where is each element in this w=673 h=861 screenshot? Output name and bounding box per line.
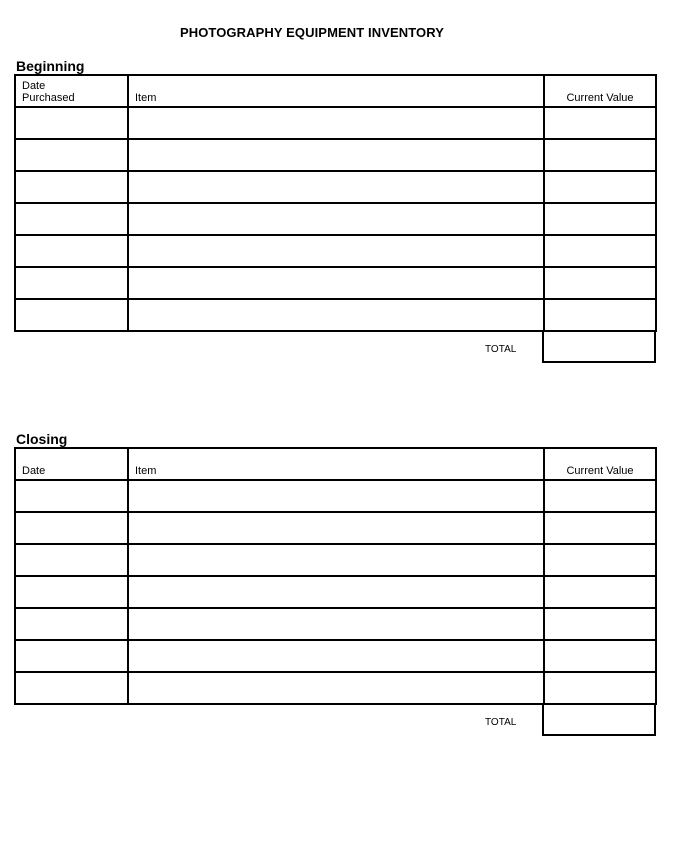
section-title-closing: Closing <box>16 431 68 447</box>
beginning-inventory-table <box>14 74 657 332</box>
date-cell[interactable] <box>15 480 128 512</box>
header-item-cell <box>128 448 544 480</box>
date-cell[interactable] <box>15 267 128 299</box>
header-item-label: Item <box>135 465 157 477</box>
item-cell[interactable] <box>128 267 544 299</box>
date-cell[interactable] <box>15 672 128 704</box>
header-date-cell <box>15 448 128 480</box>
item-cell[interactable] <box>128 640 544 672</box>
item-cell[interactable] <box>128 235 544 267</box>
header-date-cell <box>15 75 128 107</box>
date-cell[interactable] <box>15 512 128 544</box>
table-row <box>15 267 656 299</box>
section-title-beginning: Beginning <box>16 58 85 74</box>
item-cell[interactable] <box>128 203 544 235</box>
total-value-box-closing[interactable] <box>542 704 656 736</box>
table-header-row <box>15 448 656 480</box>
value-cell[interactable] <box>544 235 656 267</box>
date-cell[interactable] <box>15 139 128 171</box>
header-date-label: Date Purchased <box>22 80 75 104</box>
table-row <box>15 235 656 267</box>
total-label-beginning: TOTAL <box>485 344 517 355</box>
date-cell[interactable] <box>15 171 128 203</box>
value-cell[interactable] <box>544 608 656 640</box>
value-cell[interactable] <box>544 672 656 704</box>
date-cell[interactable] <box>15 608 128 640</box>
date-cell[interactable] <box>15 235 128 267</box>
header-value-label: Current Value <box>566 92 634 104</box>
table-row <box>15 107 656 139</box>
value-cell[interactable] <box>544 480 656 512</box>
table-row <box>15 480 656 512</box>
item-cell[interactable] <box>128 171 544 203</box>
table-row <box>15 512 656 544</box>
table-row <box>15 544 656 576</box>
item-cell[interactable] <box>128 139 544 171</box>
value-cell[interactable] <box>544 171 656 203</box>
header-item-cell <box>128 75 544 107</box>
table-row <box>15 171 656 203</box>
total-label-closing: TOTAL <box>485 717 517 728</box>
item-cell[interactable] <box>128 107 544 139</box>
item-cell[interactable] <box>128 576 544 608</box>
date-cell[interactable] <box>15 576 128 608</box>
table-row <box>15 203 656 235</box>
item-cell[interactable] <box>128 480 544 512</box>
item-cell[interactable] <box>128 608 544 640</box>
date-cell[interactable] <box>15 640 128 672</box>
item-cell[interactable] <box>128 672 544 704</box>
header-value-label: Current Value <box>566 465 634 477</box>
total-value-box-beginning[interactable] <box>542 331 656 363</box>
item-cell[interactable] <box>128 544 544 576</box>
table-row <box>15 672 656 704</box>
header-value-cell <box>544 75 656 107</box>
header-item-label: Item <box>135 92 157 104</box>
table-header-row <box>15 75 656 107</box>
table-row <box>15 299 656 331</box>
page-title: PHOTOGRAPHY EQUIPMENT INVENTORY <box>179 25 445 40</box>
closing-inventory-table <box>14 447 657 705</box>
value-cell[interactable] <box>544 512 656 544</box>
date-cell[interactable] <box>15 203 128 235</box>
table-row <box>15 576 656 608</box>
value-cell[interactable] <box>544 299 656 331</box>
header-value-cell <box>544 448 656 480</box>
item-cell[interactable] <box>128 512 544 544</box>
value-cell[interactable] <box>544 203 656 235</box>
value-cell[interactable] <box>544 544 656 576</box>
value-cell[interactable] <box>544 107 656 139</box>
item-cell[interactable] <box>128 299 544 331</box>
value-cell[interactable] <box>544 576 656 608</box>
value-cell[interactable] <box>544 267 656 299</box>
value-cell[interactable] <box>544 139 656 171</box>
date-cell[interactable] <box>15 107 128 139</box>
date-cell[interactable] <box>15 299 128 331</box>
header-date-label: Date <box>22 465 46 477</box>
value-cell[interactable] <box>544 640 656 672</box>
table-row <box>15 640 656 672</box>
table-row <box>15 139 656 171</box>
date-cell[interactable] <box>15 544 128 576</box>
table-row <box>15 608 656 640</box>
